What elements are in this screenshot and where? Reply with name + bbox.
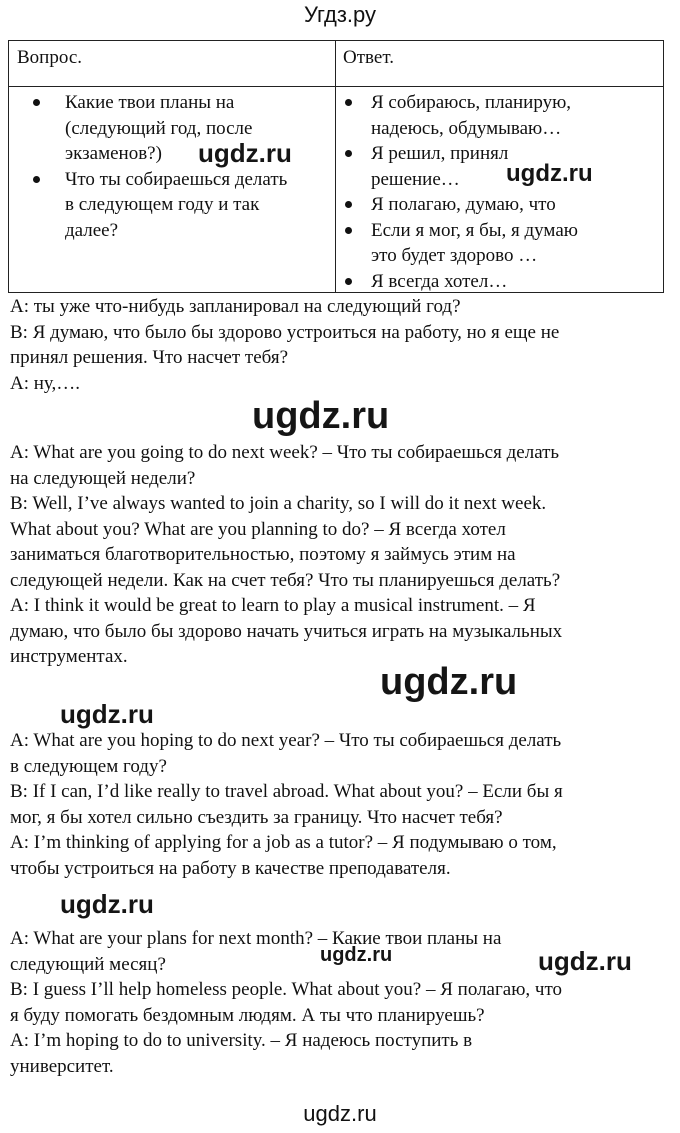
dialogue-line: в следующем году? <box>10 755 167 777</box>
dialogue-line: я буду помогать бездомным людям. А ты что планируешь? <box>10 1004 485 1026</box>
answer-item: Я решил, принял решение… <box>335 141 665 192</box>
footer-watermark: ugdz.ru <box>303 1101 377 1126</box>
question-column-header: Вопрос. <box>17 47 82 68</box>
table-divider-horizontal <box>9 86 663 87</box>
dialogue-line: думаю, что было бы здорово начать учиться играть на музыкальных <box>10 620 563 642</box>
dialogue-line: заниматься благотворительностью, поэтому я займусь этим на <box>10 544 516 565</box>
dialogue-line: A: ну,…. <box>10 372 81 394</box>
dialogue-line: A: What are your plans for next month? – Какие твои планы на <box>10 928 502 949</box>
dialogue-3 <box>10 728 563 881</box>
question-item: Какие твои планы на (следующий год, после экзаменов?) <box>9 90 335 167</box>
answer-item: Я всегда хотел… <box>335 269 665 295</box>
watermark: ugdz.ru <box>506 160 593 187</box>
watermark: ugdz.ru <box>252 395 390 437</box>
dialogue-line: B: Well, I’ve always wanted to join a charity, so I will do it next week. <box>10 493 547 514</box>
answer-item: Я полагаю, думаю, что <box>335 192 665 218</box>
dialogue-line: на следующей недели? <box>10 467 196 489</box>
dialogue-line: университет. <box>10 1055 114 1077</box>
dialogue-line: What about you? What are you planning to do? – Я всегда хотел <box>10 518 506 540</box>
dialogue-line: A: I’m hoping to do to university. – Я надеюсь поступить в <box>10 1030 473 1051</box>
dialogue-line: A: What are you hoping to do next year? – Что ты собираешься делать <box>10 730 562 751</box>
dialogue-line: A: ты уже что-нибудь запланировал на следующий год? <box>10 296 461 317</box>
watermark: ugdz.ru <box>198 138 292 168</box>
dialogue-line: мог, я бы хотел сильно съездить за границу. Что насчет тебя? <box>10 806 503 828</box>
dialogue-line: A: What are you going to do next week? – Что ты собираешься делать <box>10 442 560 463</box>
answer-list <box>335 90 665 294</box>
dialogue-line: следующий месяц? <box>10 953 166 975</box>
dialogue-line: B: If I can, I’d like really to travel abroad. What about you? – Если бы я <box>10 781 563 802</box>
watermark: ugdz.ru <box>60 889 154 919</box>
watermark: ugdz.ru <box>538 946 632 976</box>
dialogue-1 <box>10 294 559 396</box>
dialogue-line: A: I think it would be great to learn to play a musical instrument. – Я <box>10 595 536 616</box>
dialogue-4 <box>10 926 562 1079</box>
dialogue-line: B: Я думаю, что было бы здорово устроиться на работу, но я еще не <box>10 321 560 343</box>
dialogue-line: инструментах. <box>10 646 128 667</box>
dialogue-2 <box>10 440 562 670</box>
watermark: ugdz.ru <box>60 699 154 729</box>
dialogue-line: A: I’m thinking of applying for a job as a tutor? – Я подумываю о том, <box>10 832 557 853</box>
dialogue-line: B: I guess I’ll help homeless people. What about you? – Я полагаю, что <box>10 979 563 1000</box>
answer-column-header: Ответ. <box>343 47 394 68</box>
dialogue-line: принял решения. Что насчет тебя? <box>10 347 288 368</box>
site-title: Угдз.ру <box>303 2 377 27</box>
dialogue-line: чтобы устроиться на работу в качестве преподавателя. <box>10 857 451 879</box>
watermark: ugdz.ru <box>380 661 518 703</box>
dialogue-line: следующей недели. Как на счет тебя? Что ты планируешься делать? <box>10 569 561 591</box>
watermark: ugdz.ru <box>320 944 393 966</box>
answer-item: Если я мог, я бы, я думаю это будет здорово … <box>335 218 665 269</box>
question-item: Что ты собираешься делать в следующем году и так далее? <box>9 167 335 244</box>
answer-item: Я собираюсь, планирую, надеюсь, обдумываю… <box>335 90 665 141</box>
